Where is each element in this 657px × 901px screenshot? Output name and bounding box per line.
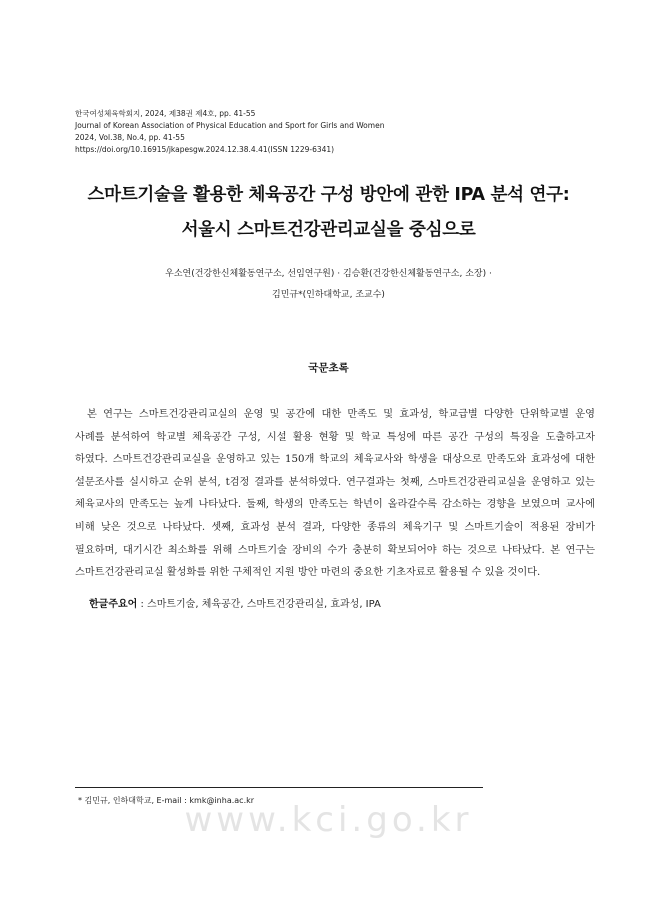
watermark: www.kci.go.kr (184, 800, 473, 840)
keywords-separator: : (137, 599, 148, 610)
journal-info-korean: 한국여성체육학회지, 2024, 제38권 제4호, pp. 41-55 (75, 109, 256, 118)
abstract-heading: 국문초록 (308, 362, 349, 374)
abstract-line: 설문조사를 실시하고 순위 분석, t검정 결과를 분석하였다. 연구결과는 첫째, 스마트건강관리교실을 운영하고 있는 (75, 476, 595, 488)
keywords-text: 스마트기술, 체육공간, 스마트건강관리실, 효과성, IPA (147, 599, 381, 610)
abstract-line: 체육교사의 만족도는 높게 나타났다. 둘째, 학생의 만족도는 학년이 올라갈수록 감소하는 경향을 보였으며 교사에 (75, 499, 595, 511)
journal-info-volume: 2024, Vol.38, No.4, pp. 41-55 (75, 133, 185, 142)
abstract-line: 본 연구는 스마트건강관리교실의 운영 및 공간에 대한 만족도 및 효과성, 학교급별 다양한 단위학교별 운영 (87, 409, 595, 420)
abstract-line: 스마트건강관리교실 활성화를 위한 구체적인 지원 방안 마련의 중요한 기초자료로 활용될 수 있을 것이다. (75, 567, 541, 579)
abstract-line: 사례를 분석하여 학교별 체육공간 구성, 시설 활용 현황 및 학교 특성에 따른 공간 구성의 특징을 도출하고자 (75, 431, 595, 443)
abstract-body (75, 404, 595, 585)
footnote-divider (75, 787, 483, 788)
journal-info-doi: https://doi.org/10.16915/jkapesgw.2024.12.38.4.41(ISSN 1229-6341) (75, 145, 335, 154)
paper-title-line2: 서울시 스마트건강관리교실을 중심으로 (181, 220, 476, 240)
paper-title-line1: 스마트기술을 활용한 체육공간 구성 방안에 관한 IPA 분석 연구: (87, 185, 570, 205)
keywords (89, 595, 381, 610)
authors-line1: 우소연(건강한신체활동연구소, 선임연구원) · 김승환(건강한신체활동연구소, 소장) · (165, 269, 492, 279)
abstract-line: 하였다. 스마트건강관리교실을 운영하고 있는 150개 학교의 체육교사와 학생을 대상으로 만족도와 효과성에 대한 (75, 454, 595, 466)
authors-line2: 김민규*(인하대학교, 조교수) (272, 290, 385, 300)
journal-info (75, 108, 595, 156)
abstract-line: 필요하며, 대기시간 최소화를 위해 스마트기술 장비의 수가 충분히 확보되어야 하는 것으로 나타났다. 본 연구는 (75, 544, 595, 556)
journal-info-english: Journal of Korean Association of Physical Education and Sport for Girls and Women (75, 121, 385, 130)
keywords-label: 한글주요어 (89, 599, 138, 610)
abstract-line: 비해 낮은 것으로 나타났다. 셋째, 효과성 분석 결과, 다양한 종류의 체육기구 및 스마트기술이 적용된 장비가 (75, 521, 595, 533)
footnote: * 김민규, 인하대학교, E-mail : kmk@inha.ac.kr (78, 796, 255, 805)
